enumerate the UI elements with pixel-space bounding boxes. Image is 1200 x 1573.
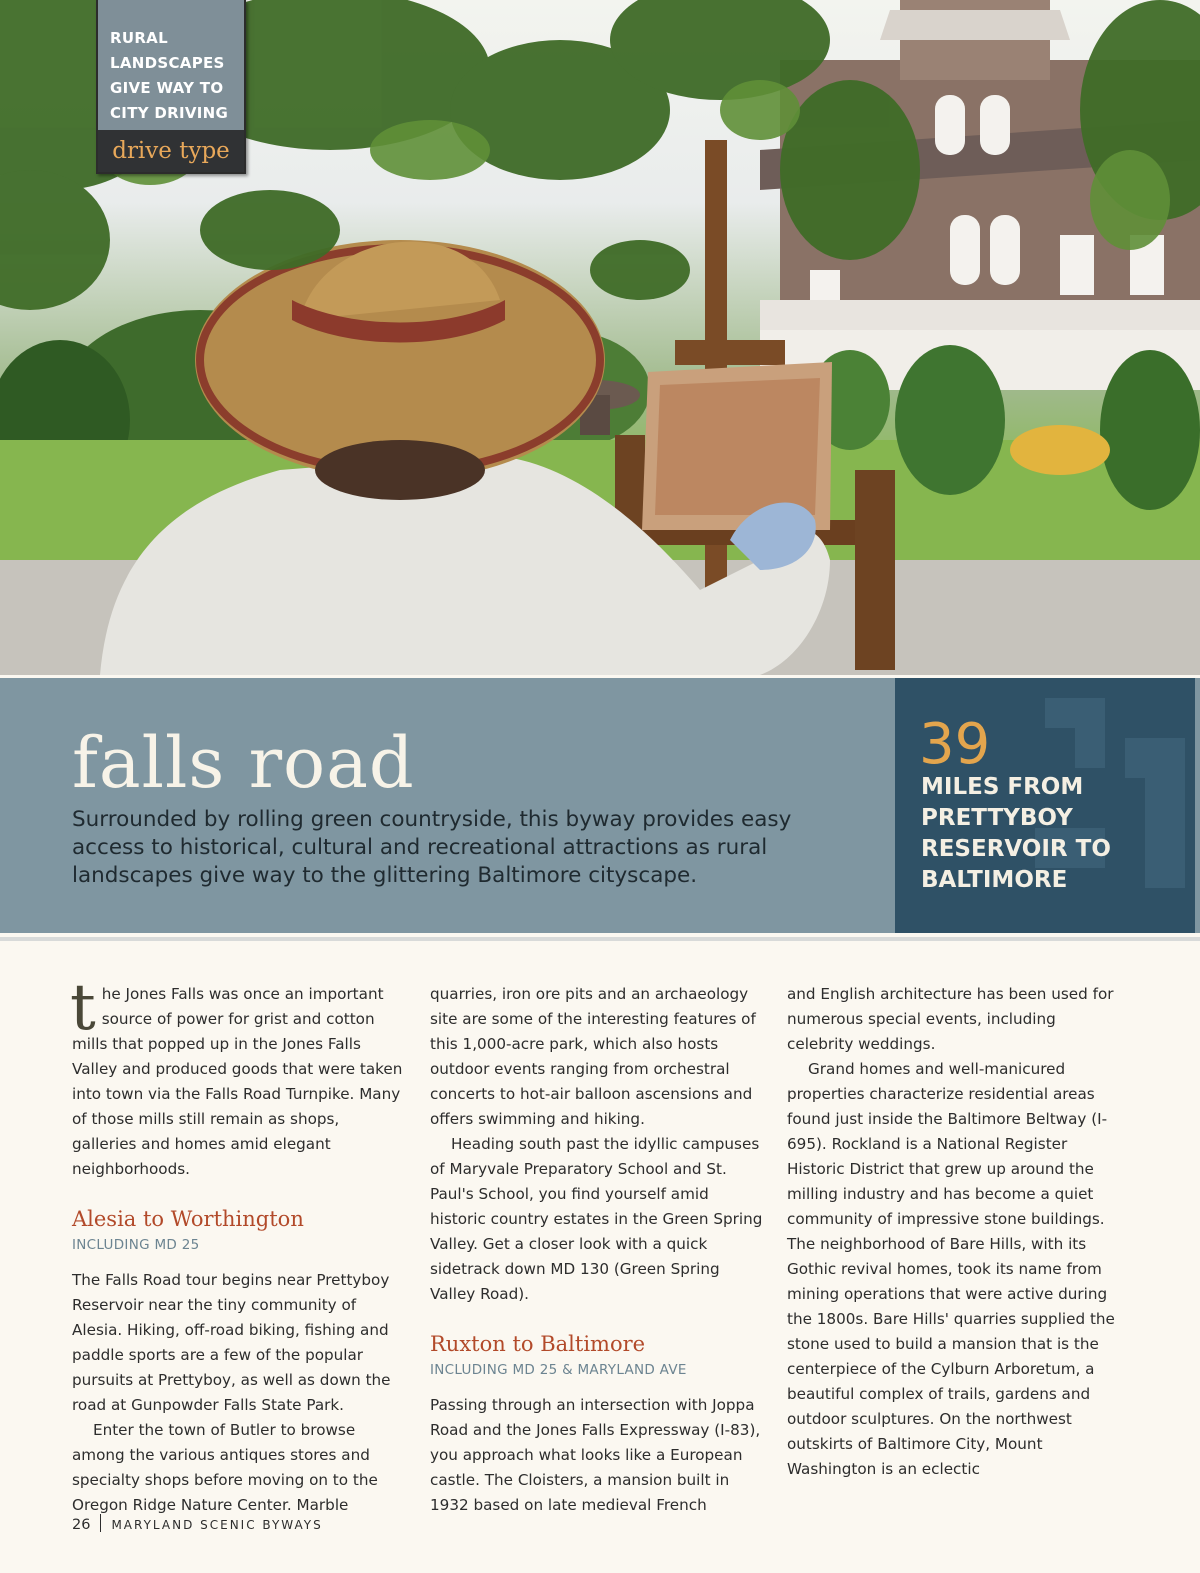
page-number: 26 bbox=[72, 1517, 91, 1533]
tag-line: LANDSCAPES bbox=[110, 54, 225, 72]
body-paragraph: and English architecture has been used for numerous special events, including celebrity weddings. bbox=[787, 985, 1114, 1053]
section-subheading: INCLUDING MD 25 bbox=[72, 1237, 200, 1253]
hero-photo bbox=[0, 0, 1200, 675]
column-3 bbox=[787, 982, 1122, 1482]
drive-type-tag bbox=[96, 0, 246, 174]
drop-cap: t bbox=[70, 971, 96, 1045]
intro-paragraph bbox=[70, 971, 407, 1182]
body-paragraph: The Falls Road tour begins near Prettyboy Reservoir near the tiny community of Alesia. Hiking, off-road biking, fishing and paddle sports are a few of the popular pursuits at Prettyboy, as well as down the road at Gunpowder Falls State Park. bbox=[72, 1271, 391, 1414]
tag-line: CITY DRIVING bbox=[110, 104, 229, 122]
body-paragraph: Grand homes and well-manicured properties characterize residential areas found just inside the Baltimore Beltway (I-695). Rockland is a National Register Historic District that grew up around the milling industry and has become a quiet community of impressive stone buildings. The neighborhood of Bare Hills, with its Gothic revival homes, took its name from mining operations that were active during the 1800s. Bare Hills' quarries supplied the stone used to build a mansion that is the centerpiece of the Cylburn Arboretum, a beautiful complex of trails, gardens and outdoor sculptures. On the northwest outskirts of Baltimore City, Mount Washington is an eclectic bbox=[787, 1060, 1115, 1478]
drive-type-label: drive type bbox=[98, 130, 244, 172]
section-heading: Alesia to Worthington bbox=[72, 1207, 304, 1231]
distance-number: 39 bbox=[919, 712, 991, 777]
divider bbox=[0, 937, 1200, 941]
tag-line: RURAL bbox=[110, 29, 168, 47]
column-2 bbox=[430, 982, 765, 1518]
section-subheading: INCLUDING MD 25 & MARYLAND AVE bbox=[430, 1362, 687, 1378]
section-heading: Ruxton to Baltimore bbox=[430, 1332, 646, 1356]
tag-line: GIVE WAY TO bbox=[110, 79, 224, 97]
publication-name: MARYLAND SCENIC BYWAYS bbox=[111, 1518, 323, 1532]
page-subtitle: Surrounded by rolling green countryside, this byway provides easy access to historical, cultural and recreational attractions as rural landscapes give way to the glittering Baltimore cityscape. bbox=[72, 807, 792, 888]
body-paragraph: quarries, iron ore pits and an archaeology site are some of the interesting features of this 1,000-acre park, which also hosts outdoor events ranging from orchestral concerts to hot-air balloon ascensions and offers swimming and hiking. bbox=[430, 985, 756, 1128]
body-paragraph: Heading south past the idyllic campuses of Maryvale Preparatory School and St. Paul's School, you find yourself amid historic country estates in the Green Spring Valley. Get a closer look with a quick sidetrack down MD 130 (Green Spring Valley Road). bbox=[430, 1135, 763, 1303]
drive-type-description bbox=[110, 26, 240, 126]
distance-stat-box bbox=[895, 678, 1195, 933]
footer-separator bbox=[100, 1514, 101, 1532]
body-paragraph: Passing through an intersection with Joppa Road and the Jones Falls Expressway (I-83), you approach what looks like a European castle. The Cloisters, a mansion built in 1932 based on late medieval French bbox=[430, 1396, 761, 1514]
body-paragraph: Enter the town of Butler to browse among the various antiques stores and specialty shops before moving on to the Oregon Ridge Nature Center. Marble bbox=[72, 1421, 378, 1514]
intro-text: he Jones Falls was once an important source of power for grist and cotton mills that popped up in the Jones Falls Valley and produced goods that were taken into town via the Falls Road Turnpike. Many of those mills still remain as shops, galleries and homes amid elegant neighborhoods. bbox=[72, 985, 403, 1178]
page-footer bbox=[72, 1514, 323, 1533]
page-title: falls road bbox=[72, 722, 415, 804]
column-1 bbox=[70, 971, 407, 1518]
distance-description: MILES FROM PRETTYBOY RESERVOIR TO BALTIMORE bbox=[921, 774, 1111, 893]
